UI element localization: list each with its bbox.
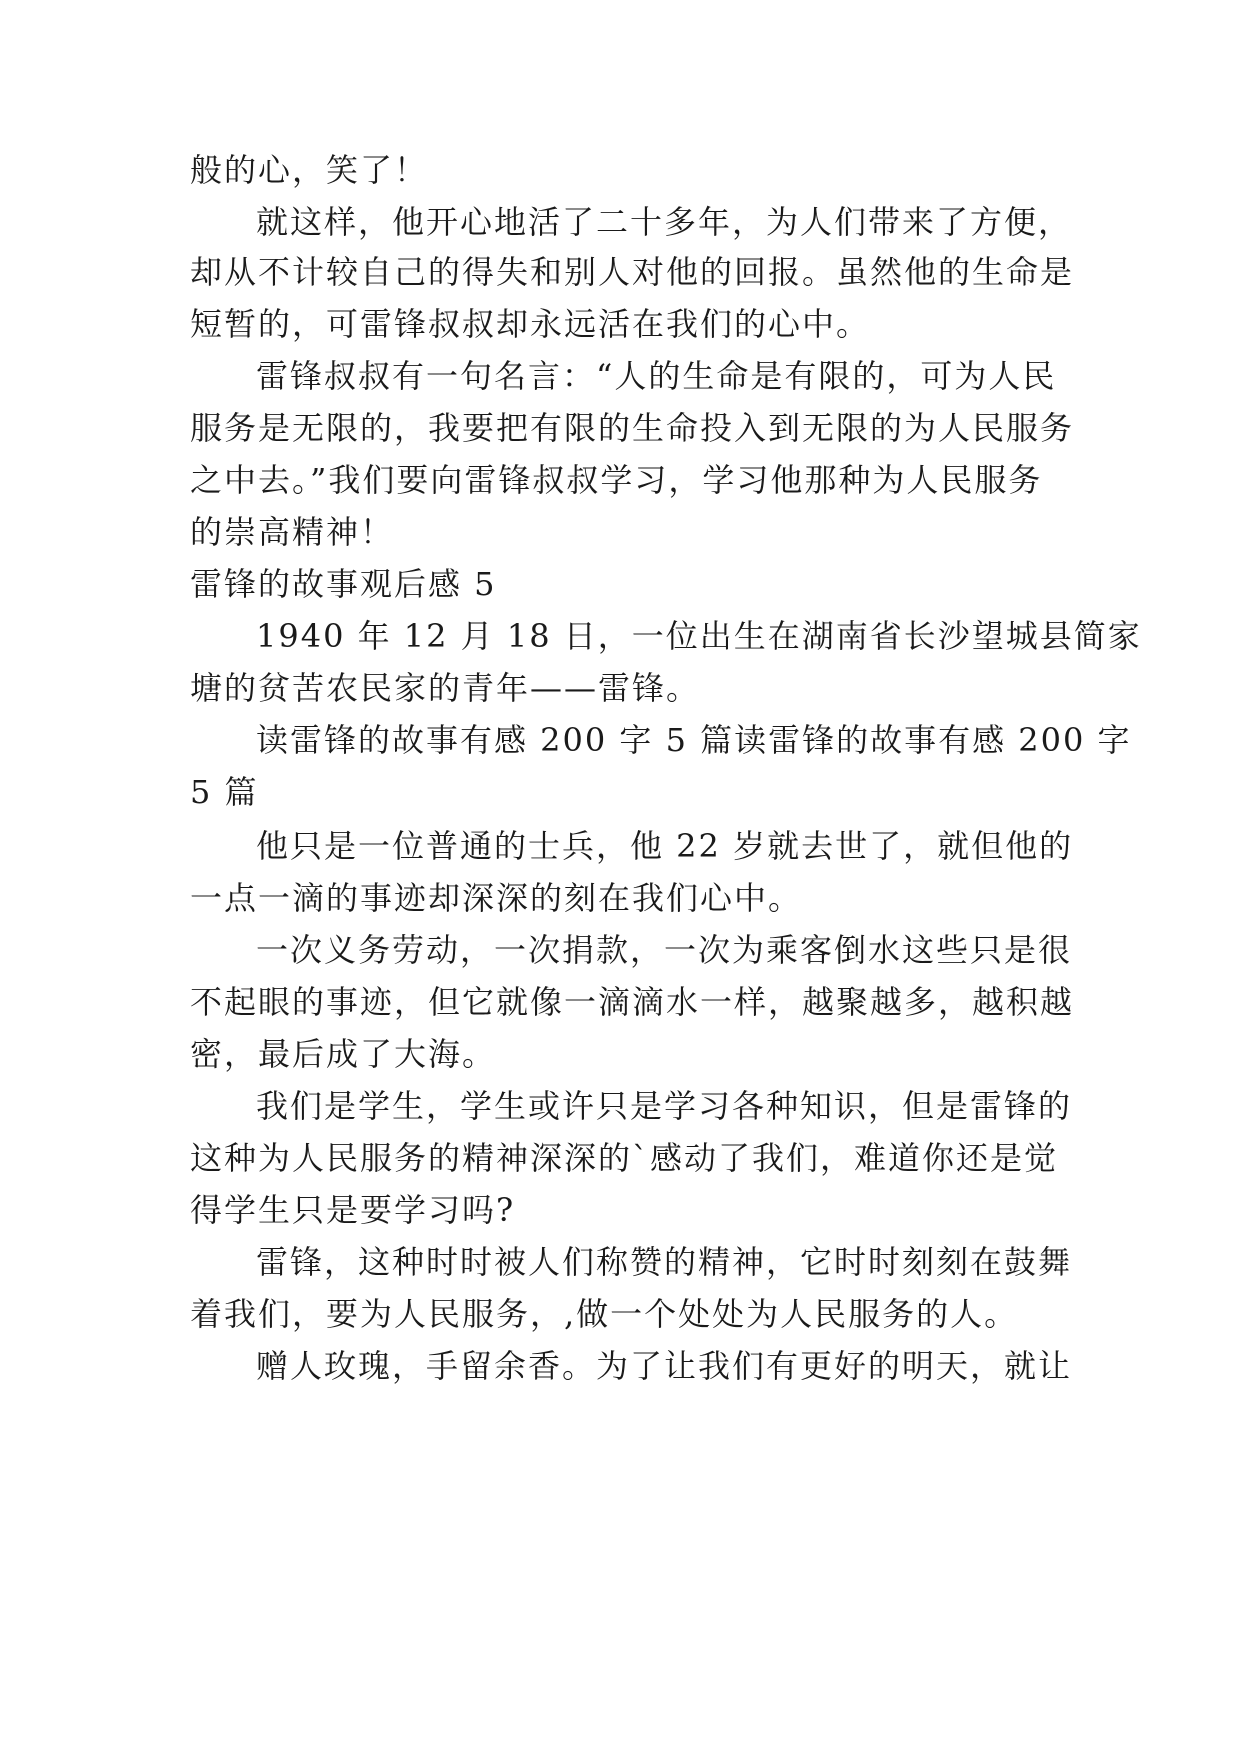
text-line: 服务是无限的，我要把有限的生命投入到无限的为人民服务 [190, 409, 1075, 447]
text-line: 的崇高精神！ [190, 513, 395, 551]
text-line: 赠人玫瑰，手留余香。为了让我们有更好的明天，就让 [256, 1347, 1073, 1385]
text-line: 雷锋叔叔有一句名言：“人的生命是有限的，可为人民 [256, 357, 1057, 395]
text-line: 却从不计较自己的得失和别人对他的回报。虽然他的生命是 [190, 253, 1075, 291]
text-line: 我们是学生，学生或许只是学习各种知识，但是雷锋的 [256, 1087, 1073, 1125]
text-line: 密，最后成了大海。 [190, 1035, 497, 1073]
text-line: 短暂的，可雷锋叔叔却永远活在我们的心中。 [190, 305, 871, 343]
section-heading: 雷锋的故事观后感 5 [190, 565, 497, 603]
text-line: 着我们，要为人民服务，,做一个处处为人民服务的人。 [190, 1295, 1019, 1333]
text-line: 一点一滴的事迹却深深的刻在我们心中。 [190, 879, 803, 917]
text-line: 5 篇 [190, 773, 259, 811]
text-line: 雷锋，这种时时被人们称赞的精神，它时时刻刻在鼓舞 [256, 1243, 1073, 1281]
text-line: 塘的贫苦农民家的青年——雷锋。 [190, 669, 701, 707]
text-line: 般的心，笑了！ [190, 151, 429, 189]
text-line: 得学生只是要学习吗? [190, 1191, 516, 1229]
text-line: 不起眼的事迹，但它就像一滴滴水一样，越聚越多，越积越 [190, 983, 1075, 1021]
text-line: 这种为人民服务的精神深深的`感动了我们，难道你还是觉 [190, 1139, 1059, 1177]
text-line: 1940 年 12 月 18 日，一位出生在湖南省长沙望城县简家 [256, 617, 1142, 655]
text-line: 之中去。”我们要向雷锋叔叔学习，学习他那种为人民服务 [190, 461, 1043, 499]
text-line: 他只是一位普通的士兵，他 22 岁就去世了，就但他的 [256, 827, 1074, 865]
text-line: 读雷锋的故事有感 200 字 5 篇读雷锋的故事有感 200 字 [256, 721, 1132, 759]
text-line: 一次义务劳动，一次捐款，一次为乘客倒水这些只是很 [256, 931, 1073, 969]
text-line: 就这样，他开心地活了二十多年，为人们带来了方便， [256, 203, 1073, 241]
